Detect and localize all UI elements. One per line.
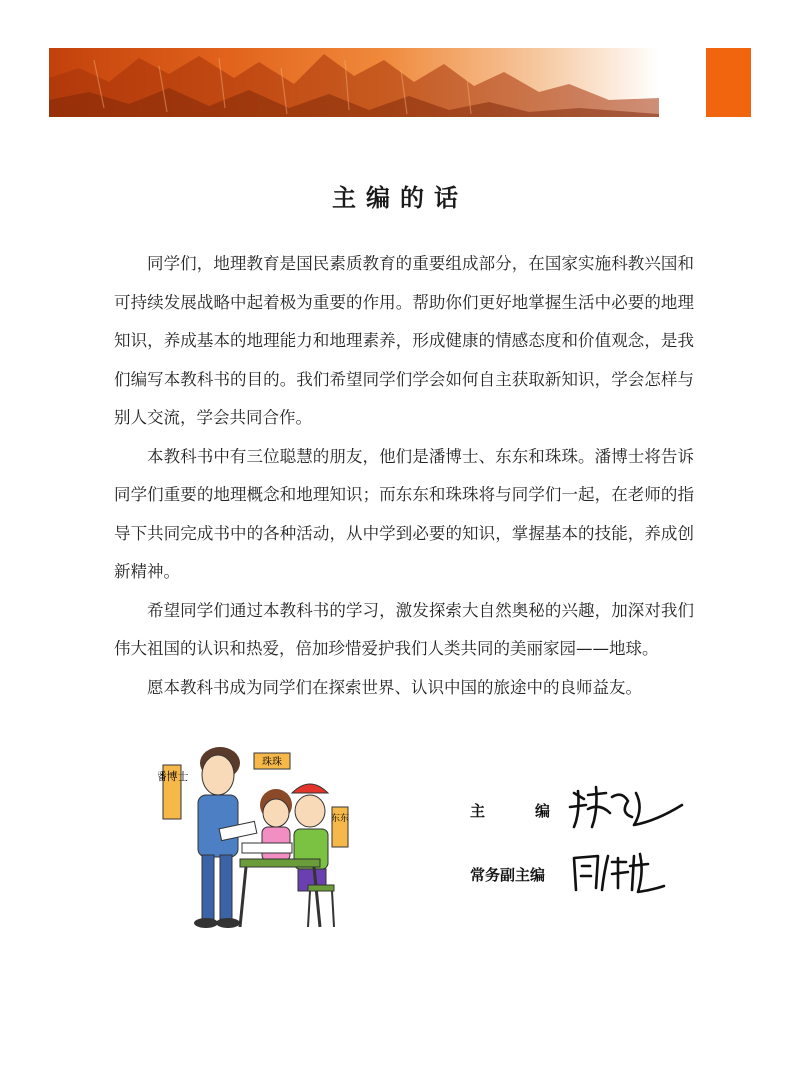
paragraph-2: 本教科书中有三位聪慧的朋友，他们是潘博士、东东和珠珠。潘博士将告诉同学们重要的地理概念和地理知识；而东东和珠珠将与同学们一起，在老师的指导下共同完成书中的各种活动，从中学到必要的知识，掌握基本的技能，养成创新精神。: [114, 446, 694, 581]
page-title: 主编的话: [332, 183, 468, 212]
accent-block: [706, 48, 751, 117]
body-text: [114, 245, 694, 707]
dr-pan-figure: [194, 747, 257, 928]
dongdong-figure: [292, 784, 328, 891]
header-banner-photo: [49, 48, 659, 117]
paragraph-1: 同学们，地理教育是国民素质教育的重要组成部分，在国家实施科教兴国和可持续发展战略中起着极为重要的作用。帮助你们更好地掌握生活中必要的地理知识，养成基本的地理能力和地理素养，形成健康的情感态度和价值观念，是我们编写本教科书的目的。我们希望同学们学会如何自主获取新知识，学会怎样与别人交流，学会共同合作。: [114, 254, 694, 427]
chief-editor-signature: [566, 783, 686, 833]
chief-editor-label-1: 主: [470, 802, 486, 820]
label-dongdong: [332, 807, 348, 847]
chief-editor-label-2: 编: [535, 802, 551, 820]
label-dongdong-text: 东东: [330, 814, 350, 824]
deputy-editor-signature: [568, 850, 668, 896]
deputy-editor-label: 常务副主编: [470, 866, 546, 884]
label-zhuzhu-text: 珠珠: [262, 757, 282, 768]
paragraph-4: 愿本教科书成为同学们在探索世界、认识中国的旅途中的良师益友。: [147, 677, 642, 697]
mountain-photo: [49, 48, 659, 117]
cartoon-illustration: [158, 735, 358, 939]
label-dr-pan-char-1: 潘博士: [158, 770, 189, 783]
paragraph-3: 希望同学们通过本教科书的学习，激发探索大自然奥秘的兴趣，加深对我们伟大祖国的认识和热爱，倍加珍惜爱护我们人类共同的美丽家园——地球。: [114, 600, 694, 658]
